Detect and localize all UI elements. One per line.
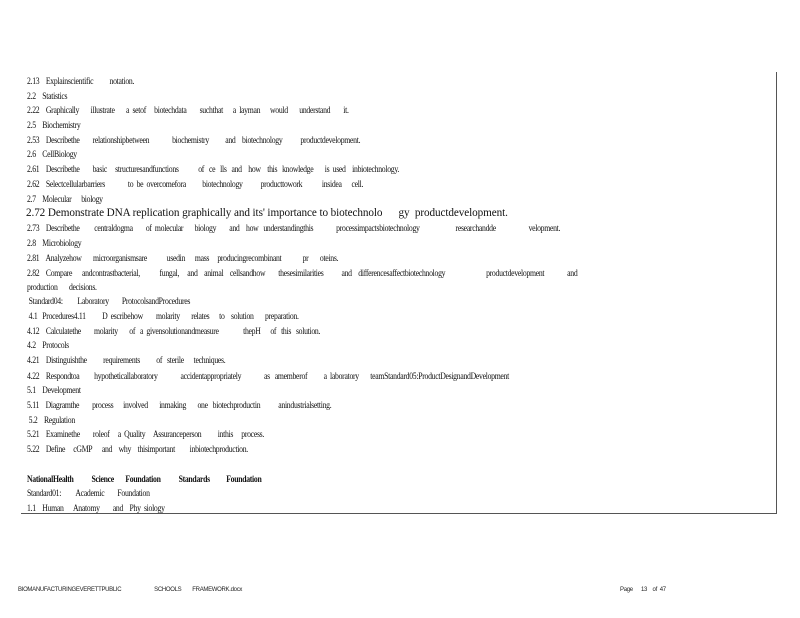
section-heading-2-6: 2.6 CellBiology xyxy=(27,149,77,159)
objective-line-2-82: 2.82 Compare andcontrastbacterial, fungal, and animal cellsandhow thesesimilarities and differencesaffectbiotechnology productdevelopment and xyxy=(27,268,578,278)
section-heading-2-5: 2.5 Biochemistry xyxy=(27,120,81,130)
objective-line-2-81: 2.81 Analyzehow microorganismsare usedin mass producingrecombinant pr oteins. xyxy=(27,253,339,263)
section-heading-2-2: 2.2 Statistics xyxy=(27,91,68,101)
objective-line-2-73: 2.73 Describethe centraldogma of molecular biology and how understandingthis processimpactsbiotechnology researchandde velopment. xyxy=(27,223,561,233)
objective-line-4-22: 4.22 Respondtoa hypotheticallaboratory accidentappropriately as amemberof a laboratory teamStandard05:ProductDesignandDevelopment xyxy=(27,371,509,381)
objective-line-2-22: 2.22 Graphically illustrate a setof biotechdata suchthat a layman would understand it. xyxy=(27,105,349,115)
footer-document-name: BIOMANUFACTURINGEVERETTPUBLIC SCHOOLS FRAMEWORK.docx xyxy=(18,587,243,593)
section-heading-2-8: 2.8 Microbiology xyxy=(27,238,82,248)
section-heading-4-2: 4.2 Protocols xyxy=(27,340,69,350)
objective-line-2-82-continued: production decisions. xyxy=(27,282,97,292)
objective-line-4-12: 4.12 Calculatethe molarity of a givensolutionandmeasure thepH of this solution. xyxy=(27,326,321,336)
section-heading-5-2: 5.2 Regulation xyxy=(27,415,75,425)
section-heading-2-7: 2.7 Molecular biology xyxy=(27,194,103,204)
objective-line-2-61: 2.61 Describethe basic structuresandfunctions of ce lls and how this knowledge is used inbiotechnology. xyxy=(27,164,400,174)
objective-line-5-11: 5.11 Diagramthe process involved inmaking one biotechproductin anindustrialsetting. xyxy=(27,400,332,410)
standard-heading-04: Standard04: Laboratory ProtocolsandProcedures xyxy=(27,296,191,306)
objective-line-5-22: 5.22 Define cGMP and why thisimportant inbiotechproduction. xyxy=(27,444,248,454)
objective-line-2-13: 2.13 Explainscientific notation. xyxy=(27,76,135,86)
objective-line-2-72: 2.72 Demonstrate DNA replication graphically and its' importance to biotechnolo gy productdevelopment. xyxy=(26,207,508,219)
objective-line-2-53: 2.53 Describethe relationshipbetween biochemistry and biotechnology productdevelopment. xyxy=(27,135,361,145)
objective-line-4-11: 4.1 Procedures4.11 D escribehow molarity relates to solution preparation. xyxy=(27,311,299,321)
standard-heading-01: Standard01: Academic Foundation xyxy=(27,488,150,498)
objective-line-1-1: 1.1 Human Anatomy and Phy siology xyxy=(27,503,165,513)
objective-line-2-62: 2.62 Selectcellularbarriers to be overcomefora biotechnology producttowork insidea cell. xyxy=(27,179,364,189)
objective-line-5-21: 5.21 Examinethe roleof a Quality Assuranceperson inthis process. xyxy=(27,429,265,439)
section-heading-5-1: 5.1 Development xyxy=(27,385,81,395)
objective-line-4-21: 4.21 Distinguishthe requirements of sterile techniques. xyxy=(27,355,226,365)
nhsf-standards-heading: NationalHealth Science Foundation Standards Foundation xyxy=(27,474,262,484)
footer-page-number: Page 13 of 47 xyxy=(620,587,666,593)
